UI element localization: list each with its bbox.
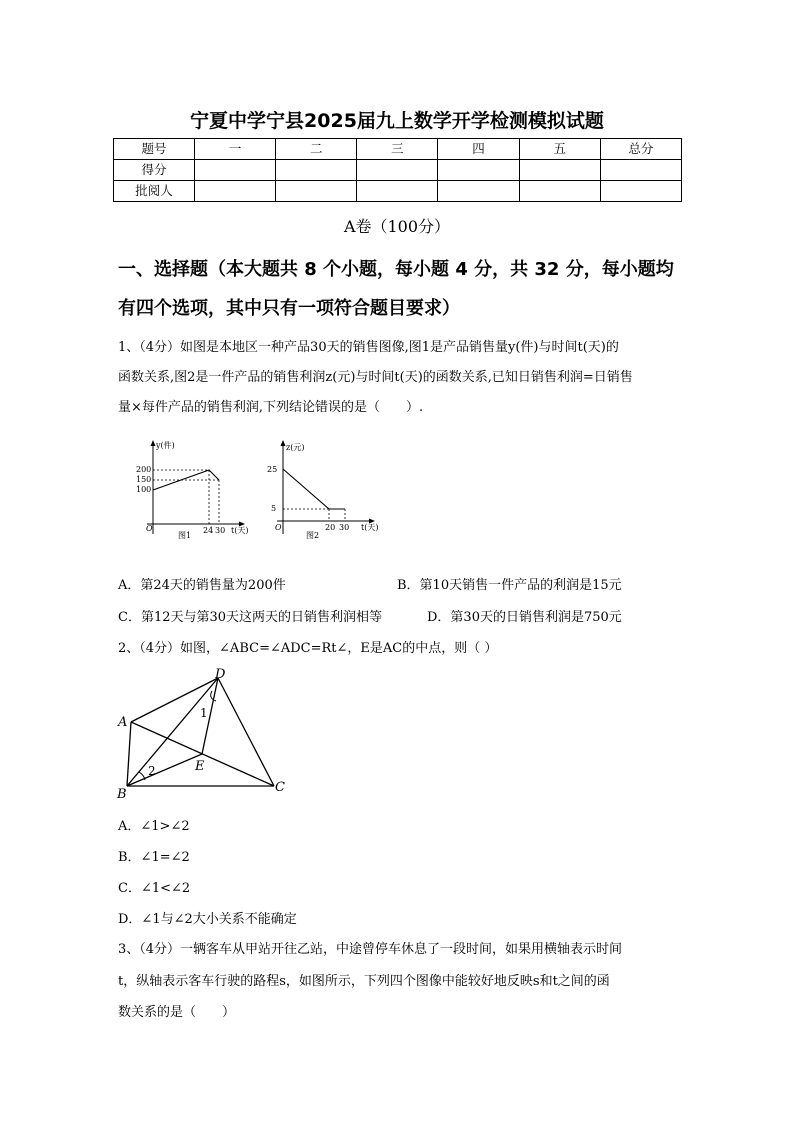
q2-label-d: D [215,667,226,682]
q1-option-d: D．第30天的日销售利润是750元 [427,610,622,625]
q1-text-line2: 函数关系,图2是一件产品的销售利润z(元)与时间t(天)的函数关系,已知日销售利润=日销售 [118,370,633,385]
fig2-y-arrow [281,440,286,446]
q2-label-angle1: 1 [200,706,208,720]
reviewer-cell [519,181,600,202]
q2-text-line1: 2、（4分）如图，∠ABC=∠ADC=Rt∠，E是AC的中点，则（ ） [118,641,498,656]
reviewer-cell [357,181,438,202]
q2-option-c: C．∠1<∠2 [118,881,191,896]
q1-figure2 [263,438,388,543]
q2-option-a: A．∠1>∠2 [118,819,190,834]
q2-segment-be [127,754,202,786]
reviewer-row-label: 批阅人 [114,181,195,202]
q2-label-b: B [117,787,127,802]
score-cell [276,160,357,181]
reviewer-cell [600,181,681,202]
fig1-origin: O [146,524,153,533]
q1-figure1 [133,438,258,543]
score-cell [438,160,519,181]
q1-option-c: C．第12天与第30天这两天的日销售利润相等 [118,610,383,625]
fig2-xtick-30: 30 [339,523,350,532]
page-title: 宁夏中学宁县2025届九上数学开学检测模拟试题 [190,110,604,132]
q2-label-c: C [275,780,285,795]
score-cell [519,160,600,181]
fig1-xtick-30: 30 [215,526,226,535]
fig2-origin: O [275,523,282,532]
fig1-xtick-24: 24 [203,526,214,535]
q2-option-d: D．∠1与∠2大小关系不能确定 [118,912,297,927]
reviewer-cell [438,181,519,202]
fig1-ylabel: y(件) [156,441,175,450]
score-header-cell: 题号 [114,139,195,160]
section1-title-line2: 有四个选项，其中只有一项符合题目要求） [118,298,460,319]
score-header-cell: 四 [438,139,519,160]
fig2-ytick-5: 5 [271,504,277,513]
score-header-cell: 三 [357,139,438,160]
score-cell [195,160,276,181]
fig1-caption: 图1 [178,531,192,540]
fig1-ytick-100: 100 [136,485,152,494]
q1-option-a: A．第24天的销售量为200件 [118,578,286,593]
q3-text-line3: 数关系的是（ ） [118,1005,236,1020]
fig1-ytick-200: 200 [136,465,152,474]
q2-label-e: E [195,759,205,774]
q2-label-a: A [118,715,128,730]
fig2-ytick-25: 25 [267,465,278,474]
score-cell [357,160,438,181]
q1-option-b: B．第10天销售一件产品的利润是15元 [397,578,622,593]
fig1-ytick-150: 150 [136,475,152,484]
q3-text-line1: 3、（4分）一辆客车从甲站开往乙站，中途曾停车休息了一段时间，如果用横轴表示时间 [118,942,623,957]
fig2-profit-line [283,469,345,509]
q1-text-line3: 量×每件产品的销售利润,下列结论错误的是（ ）. [118,400,424,415]
score-header-cell: 一 [195,139,276,160]
section1-title-line1: 一、选择题（本大题共 8 个小题，每小题 4 分，共 32 分，每小题均 [118,259,674,280]
q3-text-line2: t，纵轴表示客车行驶的路程s，如图所示，下列四个图像中能较好地反映s和t之间的函 [118,974,610,989]
score-row [114,160,682,181]
fig2-xlabel: t(天) [361,523,379,532]
fig2-ylabel: z(元) [286,443,305,452]
q1-text-line1: 1、（4分）如图是本地区一种产品30天的销售图像,图1是产品销售量y(件)与时间t(天)的 [118,340,619,355]
volume-heading: A卷（100分） [343,217,451,236]
score-header-cell: 五 [519,139,600,160]
q2-segment-cd [218,678,274,786]
score-table-header-row [114,139,682,160]
q2-segment-ab [127,722,131,786]
score-header-cell: 二 [276,139,357,160]
fig2-caption: 图2 [306,531,320,540]
q2-option-b: B．∠1=∠2 [118,850,190,865]
score-cell [600,160,681,181]
q2-label-angle2: 2 [148,764,156,778]
score-row-label: 得分 [114,160,195,181]
fig2-xtick-20: 20 [325,523,336,532]
reviewer-cell [195,181,276,202]
score-table [113,138,682,202]
fig1-y-arrow [151,440,156,446]
q2-figure [112,665,292,805]
reviewer-row [114,181,682,202]
score-header-cell: 总分 [600,139,681,160]
fig1-xlabel: t(天) [231,526,249,535]
reviewer-cell [276,181,357,202]
